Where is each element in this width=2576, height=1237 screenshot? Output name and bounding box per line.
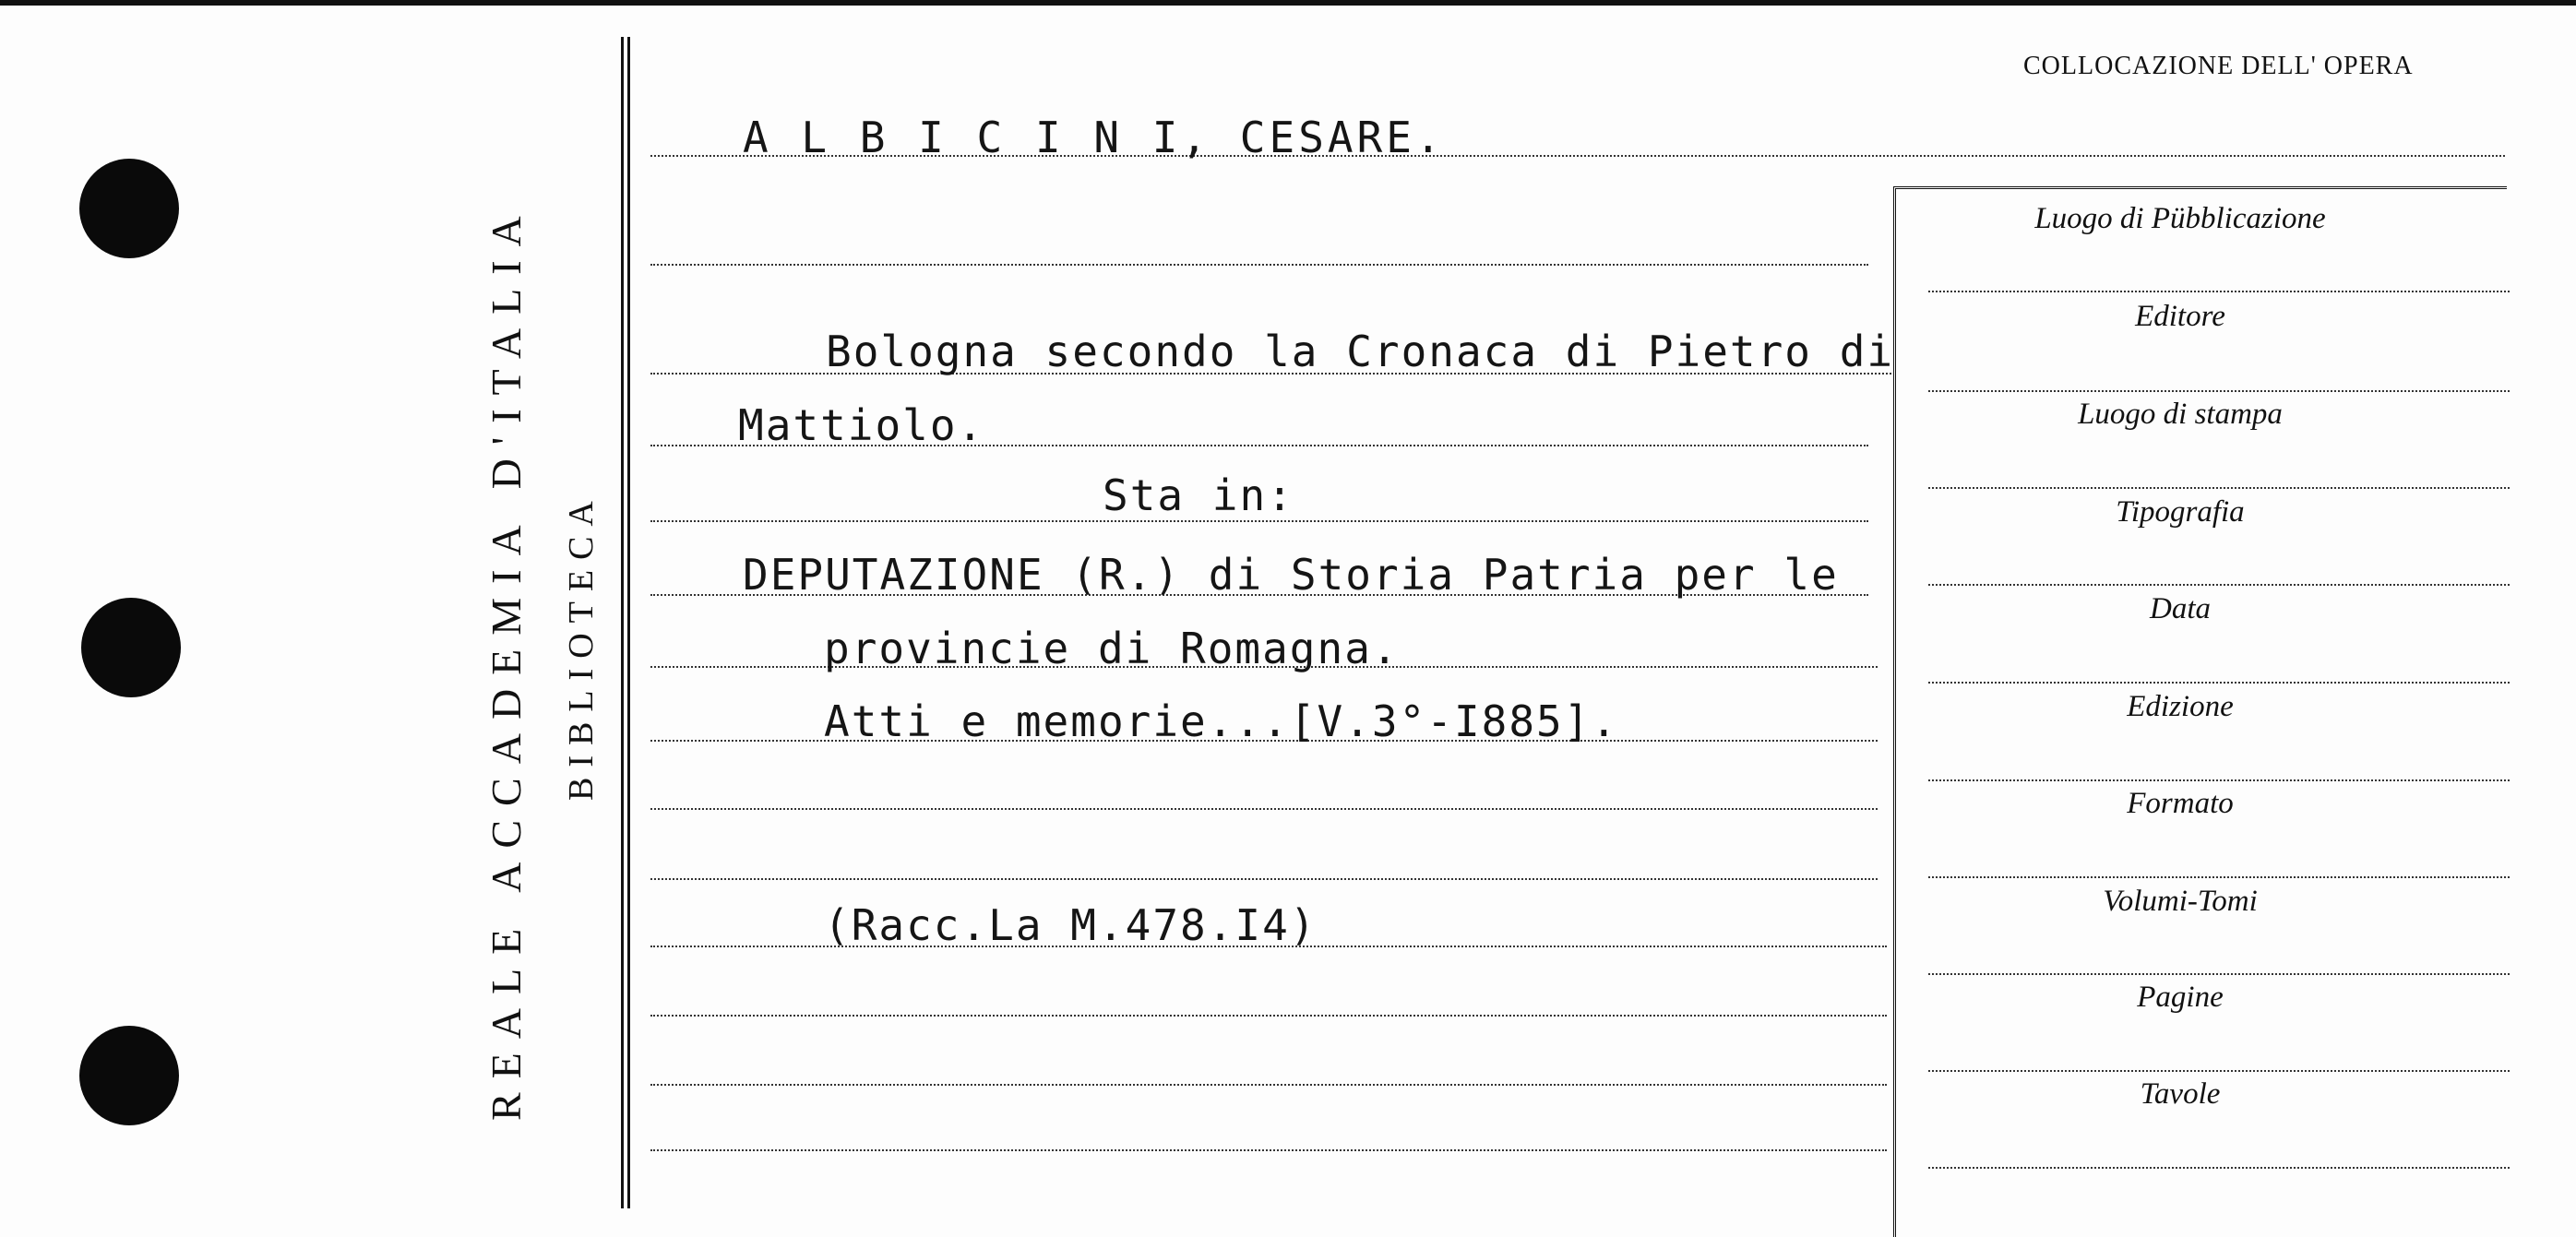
punch-hole-bottom	[79, 1026, 179, 1125]
margin-line-right	[627, 37, 630, 1208]
shelfmark: (Racc.La M.478.I4)	[824, 900, 1318, 950]
field-line	[1928, 1167, 2510, 1169]
ruled-line	[650, 1015, 1887, 1017]
field-line	[1928, 682, 2510, 684]
field-line	[1928, 1070, 2510, 1072]
field-line	[1928, 291, 2510, 292]
field-line	[1928, 390, 2510, 392]
field-label: Tavole	[2140, 1077, 2221, 1111]
sta-in-label: Sta in:	[1103, 470, 1294, 520]
field-label: Edizione	[2127, 690, 2234, 723]
ruled-line	[650, 264, 1868, 266]
punch-hole-top	[79, 159, 179, 258]
field-line	[1928, 487, 2510, 489]
field-label: Editore	[2135, 300, 2225, 333]
ruled-line	[650, 520, 1868, 522]
ruled-line	[650, 878, 1878, 880]
card-top-edge	[0, 0, 2576, 6]
field-line	[1928, 876, 2510, 878]
ruled-line	[650, 1084, 1887, 1086]
ruled-line	[650, 1149, 1887, 1151]
field-label: Data	[2150, 592, 2211, 625]
collocation-header: COLLOCAZIONE DELL' OPERA	[2023, 52, 2414, 80]
series-line-1: DEPUTAZIONE (R.) di Storia Patria per le	[743, 550, 1839, 600]
margin-line-left	[621, 37, 624, 1208]
field-label: Volumi-Tomi	[2103, 885, 2258, 918]
field-line	[1928, 779, 2510, 781]
title-line-1: Bologna secondo la Cronaca di Pietro di	[826, 327, 1895, 376]
field-label: Tipografia	[2116, 495, 2245, 529]
title-line-2: Mattiolo.	[738, 400, 985, 450]
series-line-2: provincie di Romagna.	[824, 624, 1400, 673]
publication-fields-box	[1893, 186, 2507, 1237]
field-label: Pagine	[2137, 981, 2224, 1014]
series-line-3: Atti e memorie...[V.3°-I885].	[824, 696, 1619, 746]
institution-name: REALE ACCADEMIA D'ITALIA	[483, 202, 530, 1121]
ruled-line	[650, 808, 1878, 810]
field-line	[1928, 584, 2510, 586]
field-label: Luogo di Pübblicazione	[2034, 202, 2326, 235]
field-line	[1928, 973, 2510, 975]
field-label: Luogo di stampa	[2078, 398, 2283, 431]
author-line: A L B I C I N I, CESARE.	[743, 113, 1445, 162]
field-label: Formato	[2127, 787, 2234, 820]
library-label: BIBLIOTECA	[562, 491, 601, 801]
punch-hole-middle	[81, 598, 181, 697]
